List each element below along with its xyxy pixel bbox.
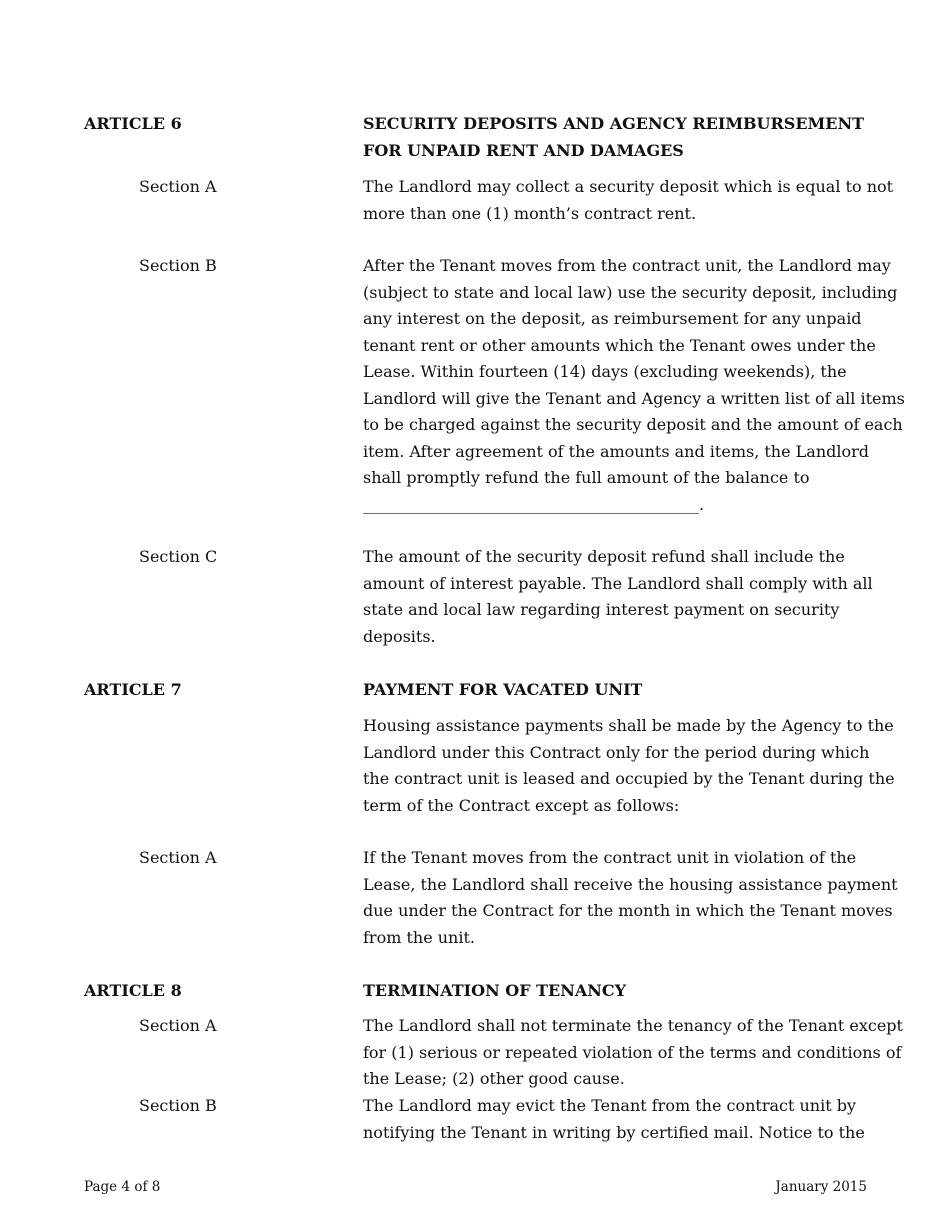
article-7-section-a-text: [363, 845, 898, 951]
text-line: term of the Contract except as follows:: [363, 795, 680, 815]
text-line: the Lease; (2) other good cause.: [363, 1069, 625, 1088]
title-line: PAYMENT FOR VACATED UNIT: [363, 680, 643, 699]
text-line: tenant rent or other amounts which the Tenant owes under the: [363, 335, 876, 355]
text-line: Lease. Within fourteen (14) days (excluding weekends), the: [363, 362, 847, 381]
text-line: The amount of the security deposit refund shall include the: [363, 547, 845, 566]
article-6-section-b-text: [363, 253, 905, 518]
text-line: Landlord under this Contract only for the period during which: [363, 742, 870, 762]
text-line: state and local law regarding interest payment on security: [363, 600, 840, 619]
title-line: TERMINATION OF TENANCY: [363, 981, 627, 1000]
refund-recipient-blank: __________________________________________.: [363, 494, 705, 514]
article-6-title: [363, 111, 883, 164]
article-7-section-a-label: Section A: [139, 848, 217, 867]
article-7-title: [363, 677, 883, 704]
article-8-section-a-label: Section A: [139, 1016, 217, 1035]
article-6-section-b-label: Section B: [139, 256, 217, 275]
text-line: Housing assistance payments shall be made by the Agency to the: [363, 716, 894, 735]
text-line: The Landlord may collect a security deposit which is equal to not: [363, 177, 894, 196]
article-6-section-a-label: Section A: [139, 177, 217, 196]
text-line: After the Tenant moves from the contract unit, the Landlord may: [363, 256, 891, 275]
text-line: notifying the Tenant in writing by certified mail. Notice to the: [363, 1122, 865, 1142]
article-7-intro-text: [363, 713, 895, 819]
text-line: any interest on the deposit, as reimbursement for any unpaid: [363, 309, 862, 328]
text-line: If the Tenant moves from the contract unit in violation of the: [363, 848, 857, 867]
text-line: for (1) serious or repeated violation of the terms and conditions of: [363, 1042, 902, 1062]
article-8-section-b-text: [363, 1093, 883, 1146]
title-line: FOR UNPAID RENT AND DAMAGES: [363, 140, 684, 160]
article-7-label: ARTICLE 7: [84, 680, 182, 699]
article-6-section-c-text: [363, 544, 883, 650]
footer-date: January 2015: [775, 1179, 867, 1195]
text-line: due under the Contract for the month in which the Tenant moves: [363, 901, 893, 920]
text-line: item. After agreement of the amounts and items, the Landlord: [363, 441, 870, 461]
text-line: The Landlord may evict the Tenant from the contract unit by: [363, 1096, 857, 1115]
article-8-section-b-label: Section B: [139, 1096, 217, 1115]
text-line: deposits.: [363, 626, 436, 646]
text-line: (subject to state and local law) use the security deposit, including: [363, 282, 898, 302]
text-line: The Landlord shall not terminate the tenancy of the Tenant except: [363, 1016, 903, 1035]
text-line: to be charged against the security deposit and the amount of each: [363, 415, 903, 434]
text-line: from the unit.: [363, 927, 475, 947]
text-line: the contract unit is leased and occupied by the Tenant during the: [363, 769, 895, 788]
article-6-label: ARTICLE 6: [84, 114, 182, 133]
text-line: Landlord will give the Tenant and Agency a written list of all items: [363, 388, 905, 408]
article-8-title: [363, 978, 883, 1005]
text-line: amount of interest payable. The Landlord shall comply with all: [363, 573, 873, 593]
text-line: shall promptly refund the full amount of the balance to: [363, 468, 810, 487]
text-line: Lease, the Landlord shall receive the housing assistance payment: [363, 874, 898, 894]
page-number: Page 4 of 8: [84, 1179, 161, 1195]
article-8-label: ARTICLE 8: [84, 981, 182, 1000]
article-6-section-a-text: [363, 174, 894, 227]
title-line: SECURITY DEPOSITS AND AGENCY REIMBURSEMENT: [363, 114, 864, 133]
article-8-section-a-text: [363, 1013, 903, 1093]
article-6-section-c-label: Section C: [139, 547, 218, 566]
text-line: more than one (1) month’s contract rent.: [363, 203, 697, 223]
